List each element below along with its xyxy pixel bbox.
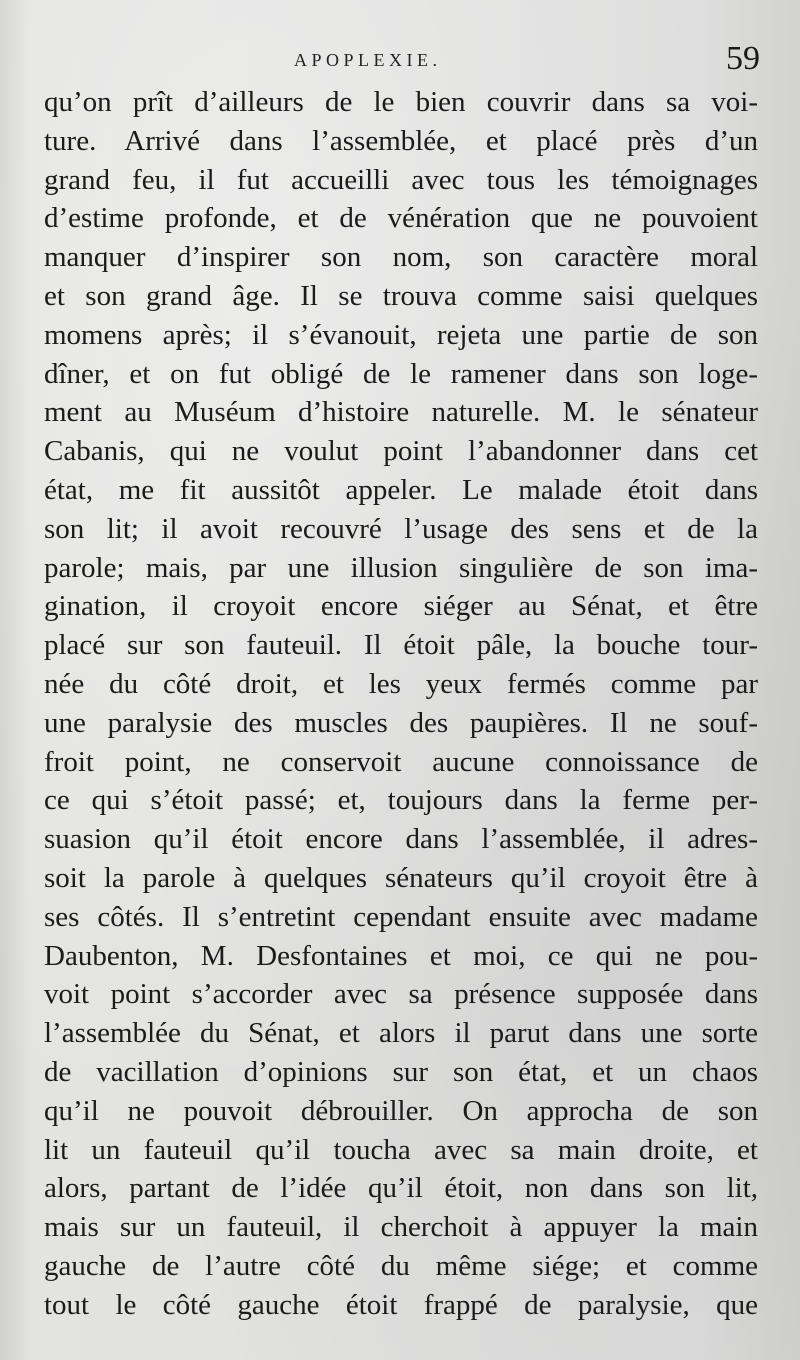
text-line: lit un fauteuil qu’il toucha avec sa main droite, et <box>44 1133 758 1166</box>
text-line: placé sur son fauteuil. Il étoit pâle, la bouche tour- <box>44 629 758 662</box>
text-line: ses côtés. Il s’entretint cependant ensuite avec madame <box>44 900 758 933</box>
text-line: qu’il ne pouvoit débrouiller. On approcha de son <box>44 1094 758 1127</box>
text-line: d’estime profonde, et de vénération que ne pouvoient <box>44 202 758 235</box>
text-line: froit point, ne conservoit aucune connoissance de <box>44 745 758 778</box>
text-line: parole; mais, par une illusion singulière de son ima- <box>44 551 758 584</box>
text-line: une paralysie des muscles des paupières. Il ne souf- <box>44 706 758 739</box>
text-line: Cabanis, qui ne voulut point l’abandonner dans cet <box>44 435 758 468</box>
text-line: manquer d’inspirer son nom, son caractère moral <box>44 241 758 274</box>
text-line: née du côté droit, et les yeux fermés comme par <box>44 667 758 700</box>
text-line: l’assemblée du Sénat, et alors il parut dans une sorte <box>44 1017 758 1050</box>
text-line: et son grand âge. Il se trouva comme saisi quelques <box>44 279 758 312</box>
text-line: dîner, et on fut obligé de le ramener dans son loge- <box>44 357 758 390</box>
running-title: APOPLEXIE. <box>294 50 442 70</box>
body-text <box>44 83 758 1325</box>
text-line: état, me fit aussitôt appeler. Le malade étoit dans <box>44 473 758 506</box>
text-line: momens après; il s’évanouit, rejeta une partie de son <box>44 318 758 351</box>
text-line: gauche de l’autre côté du même siége; et comme <box>44 1249 758 1282</box>
text-line: ture. Arrivé dans l’assemblée, et placé près d’un <box>44 124 758 157</box>
text-line: son lit; il avoit recouvré l’usage des sens et de la <box>44 512 758 545</box>
text-line: mais sur un fauteuil, il cherchoit à appuyer la main <box>44 1211 758 1244</box>
text-line: voit point s’accorder avec sa présence supposée dans <box>44 978 758 1011</box>
page-header <box>44 40 760 80</box>
text-line: de vacillation d’opinions sur son état, et un chaos <box>44 1055 758 1088</box>
text-line: Daubenton, M. Desfontaines et moi, ce qui ne pou- <box>44 939 758 972</box>
text-line: qu’on prît d’ailleurs de le bien couvrir dans sa voi- <box>44 86 758 118</box>
text-line: grand feu, il fut accueilli avec tous les témoignages <box>44 163 758 196</box>
text-line: gination, il croyoit encore siéger au Sénat, et être <box>44 590 758 623</box>
text-line: soit la parole à quelques sénateurs qu’il croyoit être à <box>44 861 758 894</box>
text-line: tout le côté gauche étoit frappé de paralysie, que <box>44 1288 758 1321</box>
text-line: suasion qu’il étoit encore dans l’assemblée, il adres- <box>44 823 758 856</box>
text-line: ment au Muséum d’histoire naturelle. M. le sénateur <box>44 396 758 429</box>
page-number: 59 <box>726 40 760 77</box>
text-line: alors, partant de l’idée qu’il étoit, non dans son lit, <box>44 1172 758 1205</box>
text-line: ce qui s’étoit passé; et, toujours dans la ferme per- <box>44 784 758 817</box>
